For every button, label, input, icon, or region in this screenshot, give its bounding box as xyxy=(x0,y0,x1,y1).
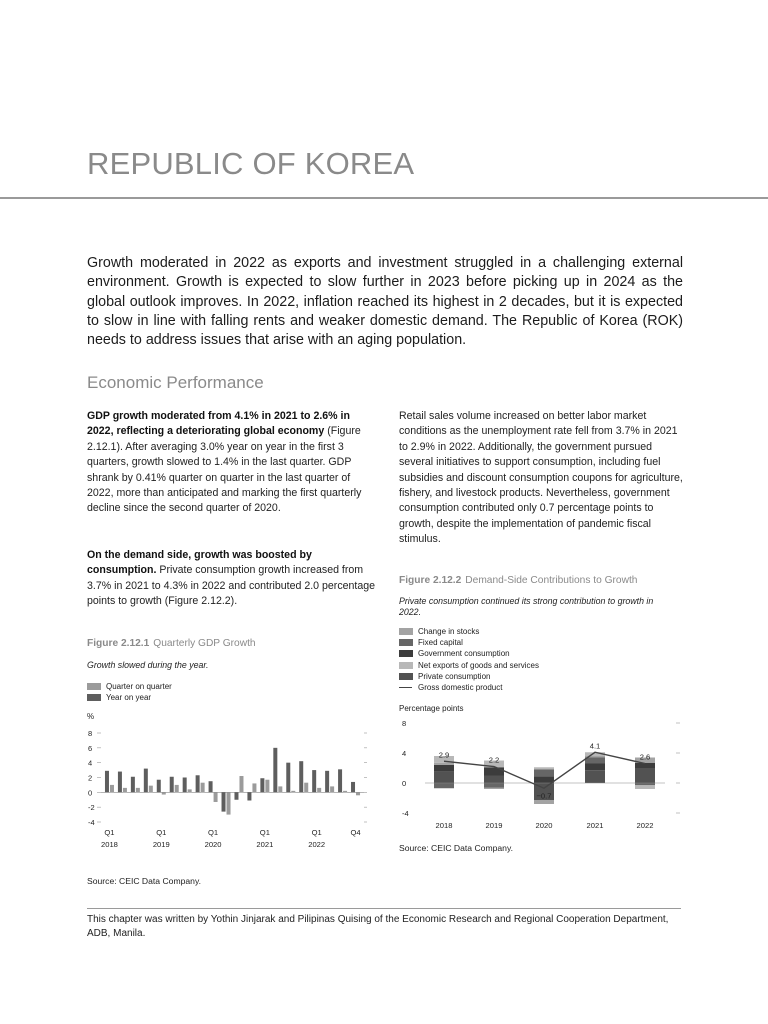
y-tick-label: -2 xyxy=(88,803,95,813)
figure1-unit: % xyxy=(87,712,95,721)
x-tick-label: 2022 xyxy=(636,821,654,830)
bar-segment xyxy=(534,767,554,769)
y-tick-label: -4 xyxy=(402,809,409,818)
bar-segment xyxy=(635,785,655,789)
x-tick-label: Q1 xyxy=(208,828,219,837)
figure1-title-text: Quarterly GDP Growth xyxy=(153,638,256,649)
x-tick-label: Q1 xyxy=(156,828,167,837)
y-tick-label: 2 xyxy=(88,773,93,783)
bar-segment xyxy=(534,800,554,804)
y-tick-label: 0 xyxy=(402,779,407,788)
legend-label: Change in stocks xyxy=(418,627,480,637)
y-tick-label: 4 xyxy=(402,749,407,758)
x-tick-year: 2020 xyxy=(204,840,222,849)
x-tick-label: 2018 xyxy=(435,821,453,830)
figure1-subtitle: Growth slowed during the year. xyxy=(87,660,209,670)
x-tick-label: Q4 xyxy=(350,828,361,837)
legend-label: Quarter on quarter xyxy=(106,682,172,692)
bar-segment xyxy=(534,776,554,783)
x-tick-year: 2018 xyxy=(101,840,118,849)
gdp-data-label: 2.6 xyxy=(639,752,651,762)
bar-segment xyxy=(434,763,454,765)
figure1-source: Source: CEIC Data Company. xyxy=(87,876,201,886)
paragraph-lead: GDP growth moderated from 4.1% in 2021 to 2.6% in 2022, reflecting a deteriorating global economy xyxy=(87,410,350,438)
x-tick-label: Q1 xyxy=(311,828,322,837)
gdp-data-label: 4.1 xyxy=(589,741,601,751)
bar-segment xyxy=(434,783,454,788)
x-tick-label: 2021 xyxy=(586,821,604,830)
section-heading: Economic Performance xyxy=(87,373,264,392)
bar-segment xyxy=(484,783,504,788)
y-tick-label: -4 xyxy=(88,818,95,827)
figure1-number: Figure 2.12.1 xyxy=(87,638,150,649)
bar-segment xyxy=(635,768,655,783)
bar-segment xyxy=(484,767,504,775)
gdp-data-label: −0.7 xyxy=(536,791,552,801)
figure2-source: Source: CEIC Data Company. xyxy=(399,843,513,853)
bar-segment xyxy=(585,758,605,764)
y-tick-label: 4 xyxy=(88,758,93,768)
paragraph-body: (Figure 2.12.1). After averaging 3.0% year on year in the first 3 quarters, growth slowed to 1.4% in the last quarter. GDP shrank by 0.41% quarter on quarter in the last quarter of 2022, more than anticipated and marking the first quarterly decline since the second quarter of 2020. xyxy=(87,425,362,515)
legend-label: Net exports of goods and services xyxy=(418,660,539,670)
gdp-data-label: 2.9 xyxy=(438,750,450,760)
bar-segment xyxy=(434,772,454,783)
bar-segment xyxy=(434,765,454,772)
bar-segment xyxy=(635,783,655,785)
paragraph-lead: On the demand side, growth was boosted by consumption. xyxy=(87,549,312,577)
gdp-data-label: 2.2 xyxy=(488,755,500,765)
figure2-subtitle: Private consumption continued its strong contribution to growth in 2022. xyxy=(399,596,654,617)
footer-divider xyxy=(87,908,681,909)
x-tick-label: 2020 xyxy=(535,821,553,830)
legend-label: Year on year xyxy=(106,693,152,703)
paragraph-retail: Retail sales volume increased on better labor market conditions as the unemployment rate fell from 3.7% in 2021 to 2.9% in 2022. Additionally, the government pursued several initiatives to support consumption, including fuel subsidies and discount consumption coupons for agriculture, fishery, and livestock products. Nevertheless, government consumption contributed only 0.7 percentage points to growth, despite the implementation of pandemic fiscal stimulus. xyxy=(399,410,683,546)
figure2-title-text: Demand-Side Contributions to Growth xyxy=(465,575,638,586)
x-tick-label: Q1 xyxy=(104,828,115,837)
paragraph-body: Private consumption growth increased from 3.7% in 2021 to 4.3% in 2022 and contributed 2.0 percentage points to growth (Figure 2.12.2). xyxy=(87,564,376,608)
x-tick-year: 2019 xyxy=(152,840,170,849)
figure2-number: Figure 2.12.2 xyxy=(399,575,462,586)
bar-segment xyxy=(534,770,554,777)
footer-note: This chapter was written by Yothin Jinjarak and Pilipinas Quising of the Economic Research and Regional Cooperation Department, ADB, Manila. xyxy=(87,914,669,939)
bar-segment xyxy=(585,764,605,771)
page-title: REPUBLIC OF KOREA xyxy=(87,146,415,181)
y-tick-label: 8 xyxy=(88,729,93,738)
y-tick-label: 8 xyxy=(402,719,407,728)
x-tick-label: 2019 xyxy=(485,821,503,830)
bar-segment xyxy=(484,776,504,784)
x-tick-label: Q1 xyxy=(259,828,270,837)
legend-label: Private consumption xyxy=(418,671,491,681)
legend-label: Government consumption xyxy=(418,649,510,659)
y-tick-label: 6 xyxy=(88,743,93,753)
legend-label: Gross domestic product xyxy=(418,683,503,693)
legend-label: Fixed capital xyxy=(418,638,463,648)
bar-segment xyxy=(635,763,655,768)
bar-segment xyxy=(484,788,504,790)
x-tick-year: 2022 xyxy=(308,840,326,849)
figure2-unit: Percentage points xyxy=(399,704,464,713)
bar-segment xyxy=(585,770,605,783)
y-tick-label: 0 xyxy=(88,788,93,798)
x-tick-year: 2021 xyxy=(256,840,274,849)
intro-paragraph: Growth moderated in 2022 as exports and investment struggled in a challenging external environment. Growth is expected to slow further in 2023 before picking up in 2024 as the global outlook improves. In 2022, inflation reached its highest in 2 decades, but it is expected to slow in line with falling rents and weaker domestic demand. The Republic of Korea (ROK) needs to address issues that arise with an aging population. xyxy=(87,255,683,349)
